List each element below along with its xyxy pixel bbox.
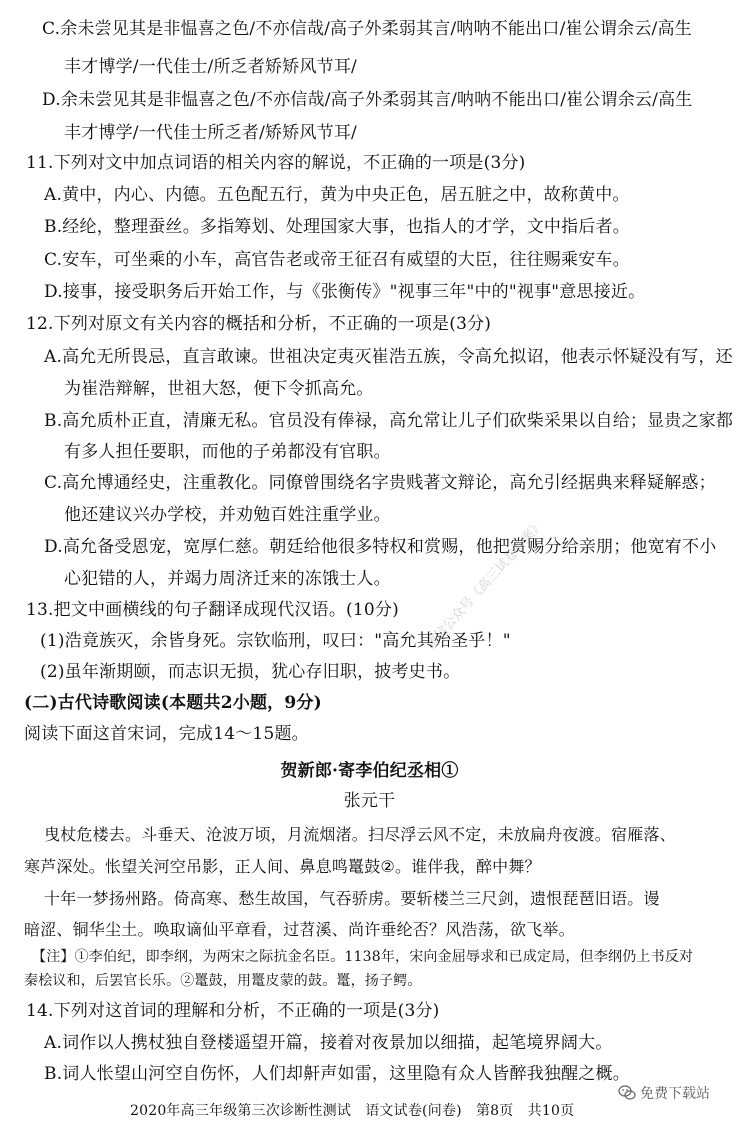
text-line: C.余未尝见其是非愠喜之色/不亦信哉/高子外柔弱其言/呐呐不能出口/崔公谓余云/高生	[42, 19, 692, 39]
text-line: 丰才博学/一代佳士/所乏者矫矫风节耳/	[64, 57, 357, 77]
question-12: 12.下列对原文有关内容的概括和分析，不正确的一项是(3分)	[26, 314, 492, 334]
text-line: D.余未尝见其是非愠喜之色/不亦信哉/高子外柔弱其言/呐呐不能出口/崔公谓余云/高生	[42, 90, 693, 110]
option-b: B.词人怅望山河空自伤怀，人们却鼾声如雷，这里隐有众人皆醉我独醒之概。	[44, 1064, 630, 1084]
option-b: B.高允质朴正直，清廉无私。官员没有俸禄，高允常让儿子们砍柴采果以自给；显贵之家都	[44, 411, 734, 431]
option-b: B.经纶，整理蚕丝。多指筹划、处理国家大事，也指人的才学，文中指后者。	[44, 217, 630, 237]
question-13: 13.把文中画横线的句子翻译成现代汉语。(10分)	[26, 600, 399, 620]
section-heading: (二)古代诗歌阅读(本题共2小题，9分)	[24, 693, 322, 713]
text-line: 为崔浩辩解，世祖大怒，便下令抓高允。	[64, 379, 374, 399]
poem-title: 贺新郎·寄李伯纪丞相①	[280, 761, 459, 781]
poem-note: 【注】①李伯纪，即李纲，为两宋之际抗金名臣。1138年，宋向金屈辱求和已成定局，但李纲仍上书反对	[32, 949, 694, 965]
poem-line: 十年一梦扬州路。倚高寒、愁生故国，气吞骄虏。要斩楼兰三尺剑，遗恨琵琶旧语。谩	[44, 889, 660, 908]
option-d: D.接事，接受职务后开始工作，与《张衡传》"视事三年"中的"视事"意思接近。	[44, 282, 646, 302]
poem-author: 张元干	[343, 791, 396, 811]
option-d: D.高允备受恩宠，宽厚仁慈。朝廷给他很多特权和赏赐，他把赏赐分给亲朋；他宽宥不小	[44, 537, 717, 557]
option-a: A.高允无所畏忌，直言敢谏。世祖决定夷灭崔浩五族，令高允拟诏，他表示怀疑没有写，还	[44, 347, 733, 367]
translation-2: (2)虽年渐期颐，而志识无损，犹心存旧职，披考史书。	[40, 662, 461, 682]
text-line: 丰才博学/一代佳士所乏者/矫矫风节耳/	[64, 123, 357, 143]
option-a: A.黄中，内心、内德。五色配五行，黄为中央正色，居五脏之中，故称黄中。	[44, 185, 630, 205]
poem-line: 寒芦深处。怅望关河空吊影，正人间、鼻息鸣鼍鼓②。谁伴我，醉中舞？	[24, 857, 541, 876]
page-footer: 2020年高三年级第三次诊断性测试 语文试卷(问卷) 第8页 共10页	[130, 1103, 575, 1119]
question-14: 14.下列对这首词的理解和分析，不正确的一项是(3分)	[26, 1001, 440, 1021]
question-11: 11.下列对文中加点词语的相关内容的解说，不正确的一项是(3分)	[26, 153, 526, 173]
poem-line: 暗涩、铜华尘土。唤取谪仙平章看，过苕溪、尚许垂纶否？风浩荡，欲飞举。	[24, 920, 575, 939]
option-a: A.词作以人携杖独自登楼遥望开篇，接着对夜景加以细描，起笔境界阔大。	[44, 1033, 613, 1053]
translation-1: (1)浩竟族灭，余皆身死。宗钦临刑，叹曰："高允其殆圣乎！"	[40, 631, 511, 651]
poem-note: 秦桧议和，后罢官长乐。②鼍鼓，用鼍皮蒙的鼓。鼍，扬子鳄。	[24, 973, 422, 989]
free-download-mark	[618, 1083, 710, 1103]
poem-line: 曳杖危楼去。斗垂天、沧波万顷，月流烟渚。扫尽浮云风不定，未放扁舟夜渡。宿雁落、	[44, 825, 676, 844]
text-line: 他还建议兴办学校，并劝勉百姓注重学业。	[64, 505, 391, 525]
option-c: C.安车，可坐乘的小车，高官告老或帝王征召有威望的大臣，往往赐乘安车。	[44, 250, 630, 270]
wechat-icon	[618, 1085, 636, 1101]
text-line: 有多人担任要职，而他的子弟都没有官职。	[64, 442, 391, 462]
instruction: 阅读下面这首宋词，完成14～15题。	[24, 724, 309, 744]
text-line: 心犯错的人，并竭力周济迁来的冻饿士人。	[64, 569, 391, 589]
free-download-label: 免费下载站	[640, 1086, 710, 1102]
option-c: C.高允博通经史，注重教化。同僚曾围绕名字贵贱著文辩论，高允引经据典来释疑解惑；	[44, 473, 716, 493]
watermark-text: 微信公众号《高三试卷答案》	[422, 517, 548, 653]
